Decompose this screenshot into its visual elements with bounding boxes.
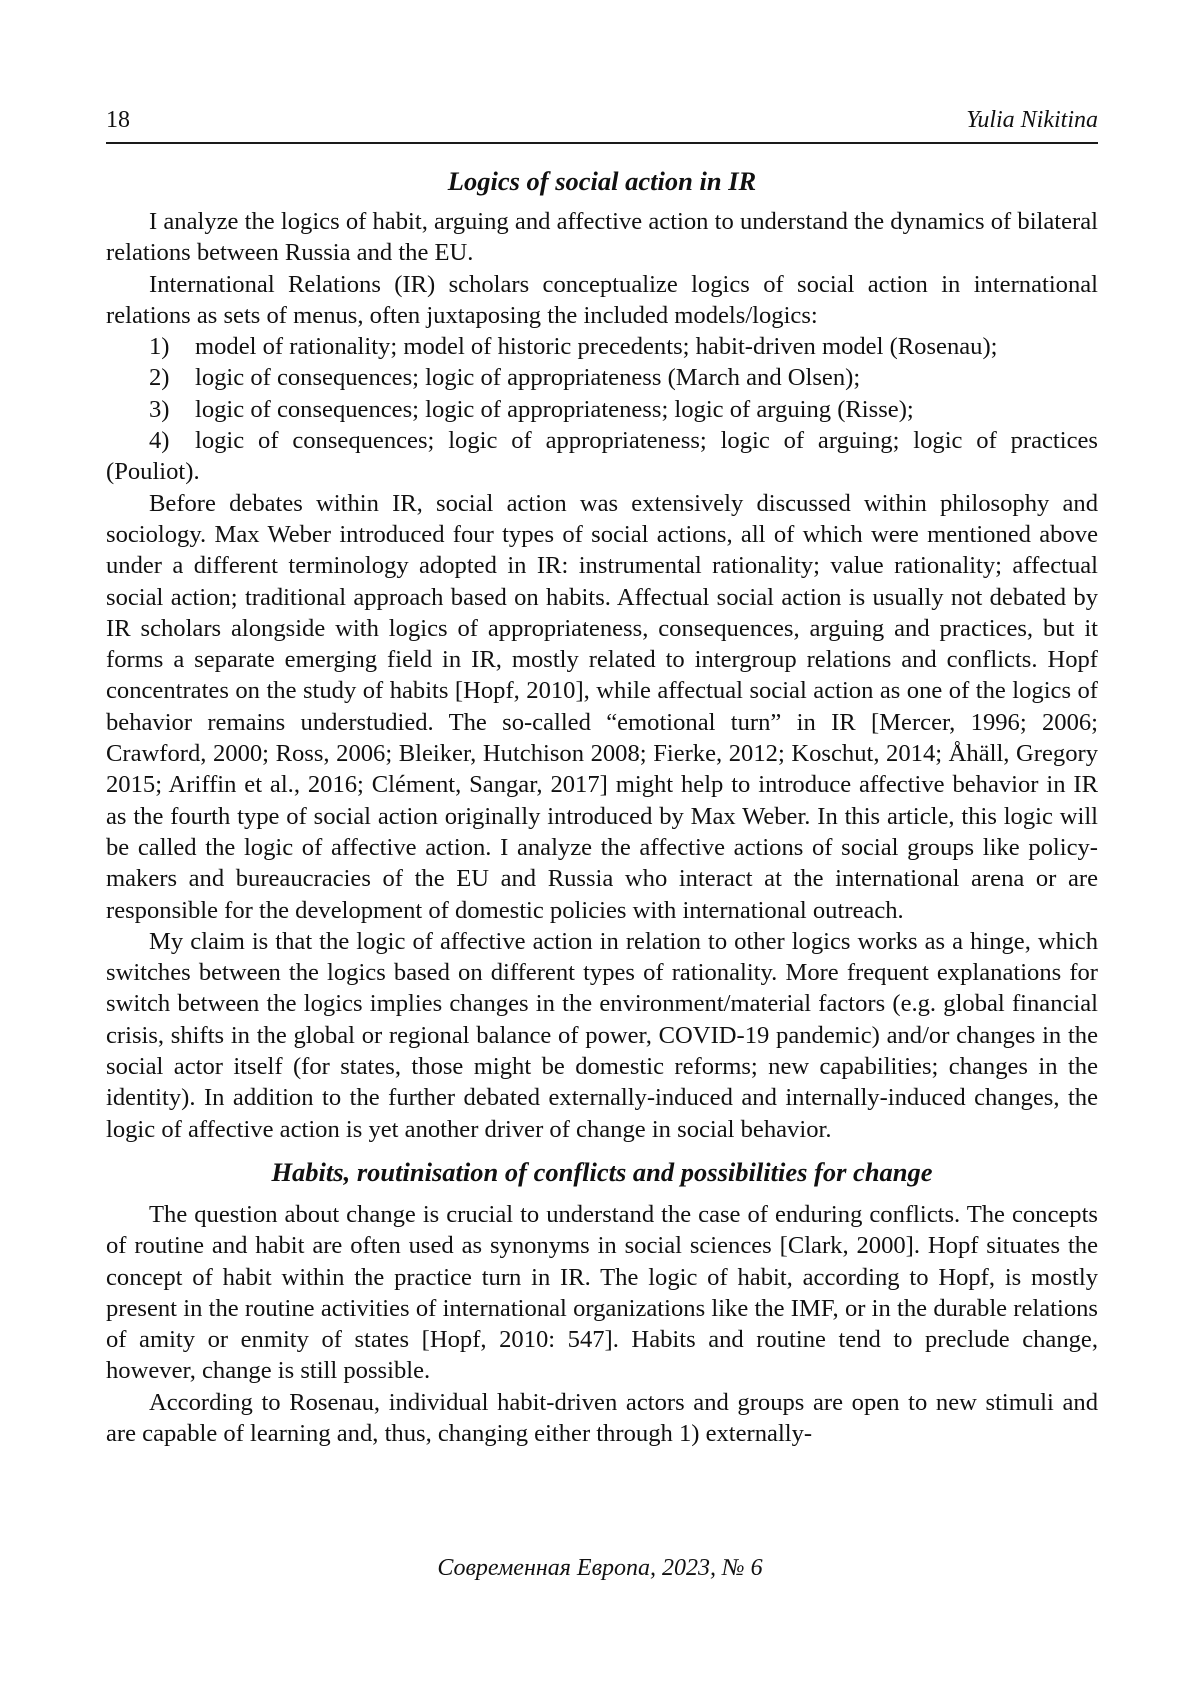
- page-number: 18: [106, 107, 130, 133]
- section-title-habits: Habits, routinisation of conflicts and possibilities for change: [271, 1156, 933, 1187]
- paragraph: I analyze the logics of habit, arguing and affective action to understand the dynamics of bilateral relations between Russia and the EU.: [106, 208, 1098, 267]
- paragraph: International Relations (IR) scholars conceptualize logics of social action in international relations as sets of menus, often juxtaposing the included models/logics:: [106, 270, 1098, 329]
- list-item: [106, 394, 1098, 425]
- list-item: [106, 331, 1098, 362]
- list-item-text: logic of consequences; logic of appropriateness; logic of arguing (Risse);: [195, 395, 914, 423]
- section-title-logics: Logics of social action in IR: [447, 166, 757, 196]
- running-head: [106, 104, 1098, 144]
- list-item-text: logic of consequences; logic of appropriateness; logic of arguing; logic of practices (Pouliot).: [106, 427, 1098, 486]
- journal-footer: Современная Европа, 2023, № 6: [437, 1555, 763, 1581]
- article-body: [106, 164, 1098, 1449]
- list-item-number: 1): [149, 333, 170, 361]
- list-item-text: model of rationality; model of historic precedents; habit-driven model (Rosenau);: [195, 333, 998, 361]
- list-item-number: 3): [149, 395, 170, 423]
- list-item: [106, 362, 1098, 393]
- running-author: Yulia Nikitina: [966, 107, 1098, 133]
- list-item: [106, 425, 1098, 488]
- list-item-number: 2): [149, 364, 170, 392]
- paragraph: According to Rosenau, individual habit-driven actors and groups are open to new stimuli and are capable of learning and, thus, changing either through 1) externally-: [106, 1388, 1098, 1447]
- models-list: [106, 331, 1098, 487]
- list-item-number: 4): [149, 427, 170, 455]
- paragraph: My claim is that the logic of affective action in relation to other logics works as a hinge, which switches between the logics based on different types of rationality. More frequent explanations for switch between the logics implies changes in the environment/​material factors (e.g. global financial crisis, shifts in the global or regional balance of power, COVID-19 pandemic) and/or changes in the social actor itself (for states, those might be domestic reforms; new capabilities; changes in the identity). In addition to the further debated externally-induced and internally-induced changes, the logic of affective action is yet another driver of change in social behavior.: [106, 927, 1098, 1143]
- paragraph: The question about change is crucial to understand the case of enduring conflicts. The concepts of routine and habit are often used as synonyms in social sciences [Clark, 2000]. Hopf situates the concept of habit within the practice turn in IR. The logic of habit, according to Hopf, is mostly present in the routine activities of international organizations like the IMF, or in the durable relations of amity or enmity of states [Hopf, 2010: 547]. Habits and routine tend to preclude change, however, change is still possible.: [106, 1200, 1098, 1385]
- paragraph: Before debates within IR, social action was extensively discussed within philosophy and sociology. Max Weber introduced four types of social actions, all of which were mentioned above under a different terminology adopted in IR: instrumental rationality; value rationality; affectual social action; traditional approach based on habits. Affectual social action is usually not debated by IR scholars alongside with logics of appropriateness, consequences, arguing and practices, but it forms a separate emerging field in IR, mostly related to intergroup relations and conflicts. Hopf concentrates on the study of habits [Hopf, 2010], while affectual social action as one of the logics of behavior remains understudied. The so-called “emotional turn” in IR [Mercer, 1996; 2006; Crawford, 2000; Ross, 2006; Bleiker, Hutchison 2008; Fierke, 2012; Koschut, 2014; Åhäll, Gregory 2015; Ariffin et al., 2016; Clément, Sangar, 2017] might help to introduce affective behavior in IR as the fourth type of social action originally introduced by Max Weber. In this article, this logic will be called the logic of affective action. I analyze the affective actions of social groups like policy-makers and bureaucracies of the EU and Russia who interact at the international arena or are responsible for the development of domestic policies with international outreach.: [106, 489, 1098, 924]
- list-item-text: logic of consequences; logic of appropriateness (March and Olsen);: [195, 364, 861, 392]
